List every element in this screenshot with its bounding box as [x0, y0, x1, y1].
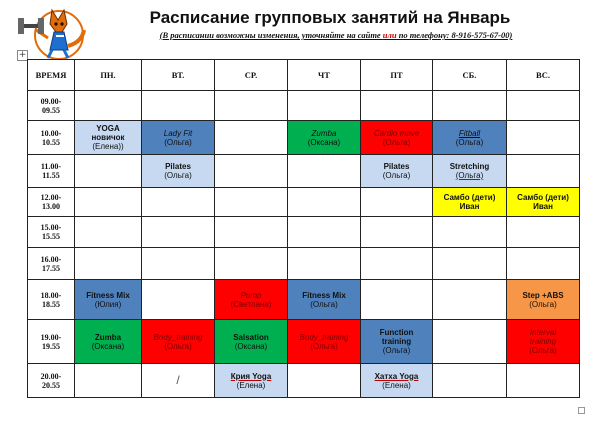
empty-cell: [507, 91, 580, 121]
time-label: 10.00- 10.55: [40, 128, 62, 147]
class-cell: [142, 121, 215, 155]
table-resize-handle[interactable]: [578, 407, 585, 414]
class-cell: [361, 121, 433, 155]
class-name: Salsation: [233, 332, 269, 342]
class-name: YOGA новичок: [91, 124, 125, 142]
trainer-name: (Оксана): [91, 341, 125, 351]
table-row: [28, 248, 580, 280]
time-cell: [28, 121, 75, 155]
class-name: Самбо (дети) Иван: [443, 193, 496, 211]
empty-cell: [142, 217, 215, 248]
class-name: Крия Yoga: [230, 371, 272, 381]
class-cell: [75, 280, 142, 320]
empty-cell: [215, 155, 288, 188]
empty-cell: [433, 320, 507, 364]
time-label: 16.00- 17.55: [40, 254, 62, 273]
empty-cell: [75, 364, 142, 398]
class-cell: [507, 188, 580, 217]
trainer-name: (Ольга): [310, 341, 338, 351]
time-cell: [28, 91, 75, 121]
empty-cell: [288, 91, 361, 121]
empty-cell: [361, 91, 433, 121]
empty-cell: [75, 155, 142, 188]
empty-cell: [433, 364, 507, 398]
class-cell: [215, 320, 288, 364]
empty-cell: [433, 280, 507, 320]
table-row: [28, 320, 580, 364]
class-name: Zumba: [94, 332, 122, 342]
trainer-name: (Ольга): [529, 346, 557, 355]
day-header: ВС.: [507, 60, 580, 91]
trainer-name: (Елена): [236, 380, 266, 390]
class-name: Fitness Mix: [302, 290, 346, 300]
empty-cell: [75, 217, 142, 248]
time-cell: [28, 364, 75, 398]
table-move-handle-icon[interactable]: +: [18, 50, 27, 60]
time-header: ВРЕМЯ: [28, 60, 75, 91]
empty-cell: [507, 364, 580, 398]
time-cell: [28, 320, 75, 364]
empty-cell: [507, 121, 580, 155]
class-cell: [288, 280, 361, 320]
class-cell: [288, 121, 361, 155]
trainer-name: (Ольга): [164, 171, 192, 180]
empty-cell: [361, 280, 433, 320]
class-name: Function training: [379, 328, 414, 346]
class-cell: [75, 121, 142, 155]
empty-cell: [75, 188, 142, 217]
class-cell: [433, 121, 507, 155]
empty-cell: [288, 248, 361, 280]
class-cell: [142, 364, 215, 398]
day-header: СР.: [215, 60, 288, 91]
trainer-name: (Юлия): [94, 299, 122, 309]
time-label: 20.00- 20.55: [40, 371, 62, 390]
time-cell: [28, 188, 75, 217]
table-row: [28, 280, 580, 320]
empty-cell: [75, 91, 142, 121]
class-name: Interval training: [529, 328, 557, 346]
empty-cell: [361, 248, 433, 280]
class-name: Fitness Mix: [86, 290, 130, 300]
empty-cell: [215, 217, 288, 248]
trainer-name: (Ольга): [455, 137, 484, 147]
class-cell: [361, 364, 433, 398]
table-row: [28, 91, 580, 121]
class-name: Fitball: [458, 128, 481, 138]
time-cell: [28, 217, 75, 248]
day-header: СБ.: [433, 60, 507, 91]
class-cell: [215, 364, 288, 398]
class-cell: [288, 320, 361, 364]
time-cell: [28, 155, 75, 188]
trainer-name: (Елена): [382, 380, 411, 390]
subtitle-or: или: [382, 30, 397, 40]
trainer-name: (Ольга): [382, 346, 411, 355]
time-label: 19.00- 19.55: [40, 332, 62, 351]
time-label: 18.00- 18.55: [40, 290, 62, 309]
empty-cell: [433, 217, 507, 248]
page-title: Расписание групповых занятий на Январь: [149, 8, 511, 27]
trainer-name: (Ольга): [164, 341, 192, 351]
table-row: [28, 364, 580, 398]
class-name: Pilates: [383, 162, 410, 171]
class-cell: [75, 320, 142, 364]
time-label: 15.00- 15.55: [40, 223, 62, 241]
empty-cell: [215, 91, 288, 121]
subtitle-main: (В расписании возможны изменения, уточняйте на сайте: [159, 30, 383, 40]
trainer-name: (Елена)): [92, 142, 124, 151]
time-cell: [28, 248, 75, 280]
trainer-name: (Ольга): [529, 299, 557, 309]
day-header: ПН.: [75, 60, 142, 91]
empty-cell: [288, 188, 361, 217]
class-cell: [433, 188, 507, 217]
empty-cell: [433, 248, 507, 280]
class-name: Body_training: [299, 332, 349, 342]
class-cell: [507, 320, 580, 364]
empty-cell: [361, 217, 433, 248]
class-name: Pilates: [165, 162, 191, 171]
class-name: Cardio move: [373, 128, 420, 138]
trainer-name: (Ольга): [382, 171, 411, 180]
class-name: Zumba: [311, 128, 337, 138]
time-label: 11.00- 11.55: [40, 162, 62, 180]
empty-cell: [215, 121, 288, 155]
empty-cell: [433, 91, 507, 121]
table-row: [28, 155, 580, 188]
empty-cell: [507, 248, 580, 280]
class-name: Step +ABS: [522, 290, 564, 300]
empty-cell: [507, 217, 580, 248]
header-row: [28, 60, 580, 91]
day-header: ВТ.: [142, 60, 215, 91]
empty-cell: [142, 188, 215, 217]
trainer-name: (Ольга): [382, 137, 411, 147]
empty-cell: [361, 188, 433, 217]
empty-cell: [507, 155, 580, 188]
class-cell: [142, 320, 215, 364]
table-row: [28, 217, 580, 248]
class-name: Хатха Yoga: [374, 371, 419, 381]
subtitle-end: по телефону: 8-916-575-67-00): [396, 30, 513, 40]
trainer-name: (Оксана): [234, 341, 268, 351]
empty-cell: [288, 155, 361, 188]
class-name: Stretching: [449, 162, 490, 171]
empty-cell: [142, 280, 215, 320]
empty-cell: [142, 248, 215, 280]
class-cell: [433, 155, 507, 188]
class-cell: [361, 155, 433, 188]
trainer-name: (Ольга): [455, 171, 484, 180]
table-row: [28, 121, 580, 155]
page-subtitle: [126, 30, 546, 40]
class-name: Lady Fit: [163, 128, 193, 138]
class-name: Самбо (дети) Иван: [517, 193, 569, 211]
trainer-name: (Ольга): [164, 137, 192, 147]
empty-cell: [288, 217, 361, 248]
time-label: 12.00- 13.00: [40, 193, 62, 211]
trainer-name: (Светлана): [230, 299, 272, 309]
pen-mark: /: [176, 373, 180, 387]
day-header: ЧТ: [288, 60, 361, 91]
class-name: Pump: [240, 290, 262, 300]
time-label: 09.00- 09.55: [40, 96, 62, 115]
schedule-table: [27, 59, 580, 398]
table-row: [28, 188, 580, 217]
empty-cell: [142, 91, 215, 121]
day-header: ПТ: [361, 60, 433, 91]
class-cell: [507, 280, 580, 320]
class-cell: [142, 155, 215, 188]
trainer-name: (Ольга): [310, 299, 338, 309]
empty-cell: [215, 188, 288, 217]
empty-cell: [75, 248, 142, 280]
empty-cell: [215, 248, 288, 280]
class-cell: [361, 320, 433, 364]
class-cell: [215, 280, 288, 320]
class-name: Body_training: [153, 332, 203, 342]
time-cell: [28, 280, 75, 320]
empty-cell: [288, 364, 361, 398]
trainer-name: (Оксана): [307, 137, 341, 147]
